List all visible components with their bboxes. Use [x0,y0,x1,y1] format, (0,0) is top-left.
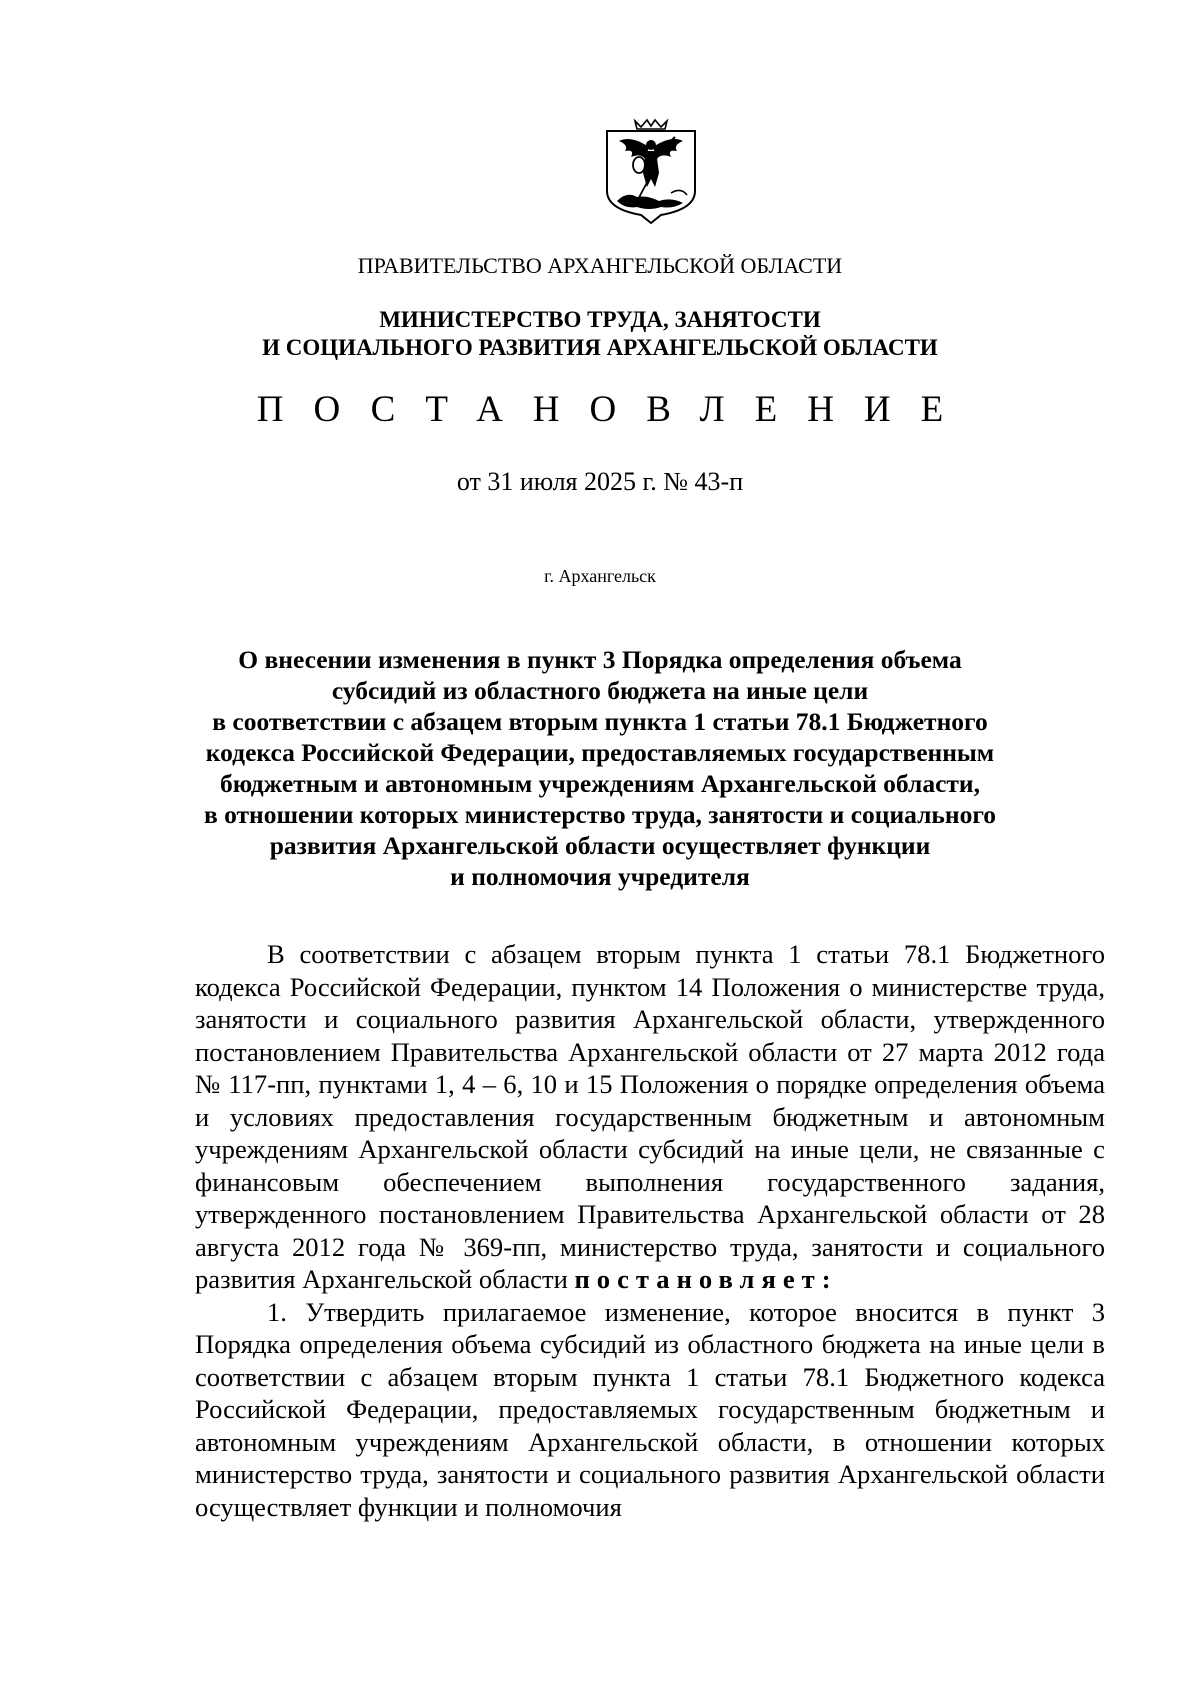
document-city: г. Архангельск [544,566,656,586]
document-type: ПОСТАНОВЛЕНИЕ [256,389,974,430]
item-1-paragraph: 1. Утвердить прилагаемое изменение, которое вносится в пункт 3 Порядка определения объема субсидий из областного бюджета на иные цели в соответствии с абзацем вторым пункта 1 статьи 78.1 Бюджетного кодекса Российской Федерации, предоставляемых государственным бюджетным и автономным учреждениям Архангельской области, в отношении которых министерство труда, занятости и социального развития Архангельской области осуществляет функции и полномочия [195,1296,1105,1522]
archangel-coat-of-arms-icon [601,117,701,225]
government-name: ПРАВИТЕЛЬСТВО АРХАНГЕЛЬСКОЙ ОБЛАСТИ [357,253,843,278]
title-line: бюджетным и автономным учреждениям Архангельской области, [220,769,980,798]
document-body [195,938,1105,1523]
title-line: кодекса Российской Федерации, предоставляемых государственным [205,738,995,767]
resolves-word: постановляет: [574,1264,838,1294]
preamble-paragraph [195,938,1105,1296]
title-line: в соответствии с абзацем вторым пункта 1 статьи 78.1 Бюджетного [212,707,988,736]
ministry-name-line-2: И СОЦИАЛЬНОГО РАЗВИТИЯ АРХАНГЕЛЬСКОЙ ОБЛАСТИ [262,335,938,360]
title-line: О внесении изменения в пункт 3 Порядка определения объема [238,645,962,674]
document-title [0,644,1200,892]
ministry-name-line-1: МИНИСТЕРСТВО ТРУДА, ЗАНЯТОСТИ [379,307,821,332]
preamble-text: В соответствии с абзацем вторым пункта 1 статьи 78.1 Бюджетного кодекса Российской Федерации, пунктом 14 Положения о министерстве труда, занятости и социального развития Архангельской области, утвержденного постановлением Правительства Архангельской области от 27 марта 2012 года № 117-пп, пунктами 1, 4 – 6, 10 и 15 Положения о порядке определения объема и условиях предоставления государственным бюджетным и автономным учреждениям Архангельской области субсидий на иные цели, не связанные с финансовым обеспечением выполнения государственного задания, утвержденного постановлением Правительства Архангельской области от 28 августа 2012 года № 369-пп, министерство труда, занятости и социального развития Архангельской области [195,939,1105,1294]
document-date-number: от 31 июля 2025 г. № 43-п [456,467,744,496]
ministry-name [0,306,1200,362]
title-line: и полномочия учредителя [450,862,750,891]
title-line: в отношении которых министерство труда, занятости и социального [203,800,997,829]
title-line: развития Архангельской области осуществляет функции [269,831,931,860]
title-line: субсидий из областного бюджета на иные цели [331,676,869,705]
